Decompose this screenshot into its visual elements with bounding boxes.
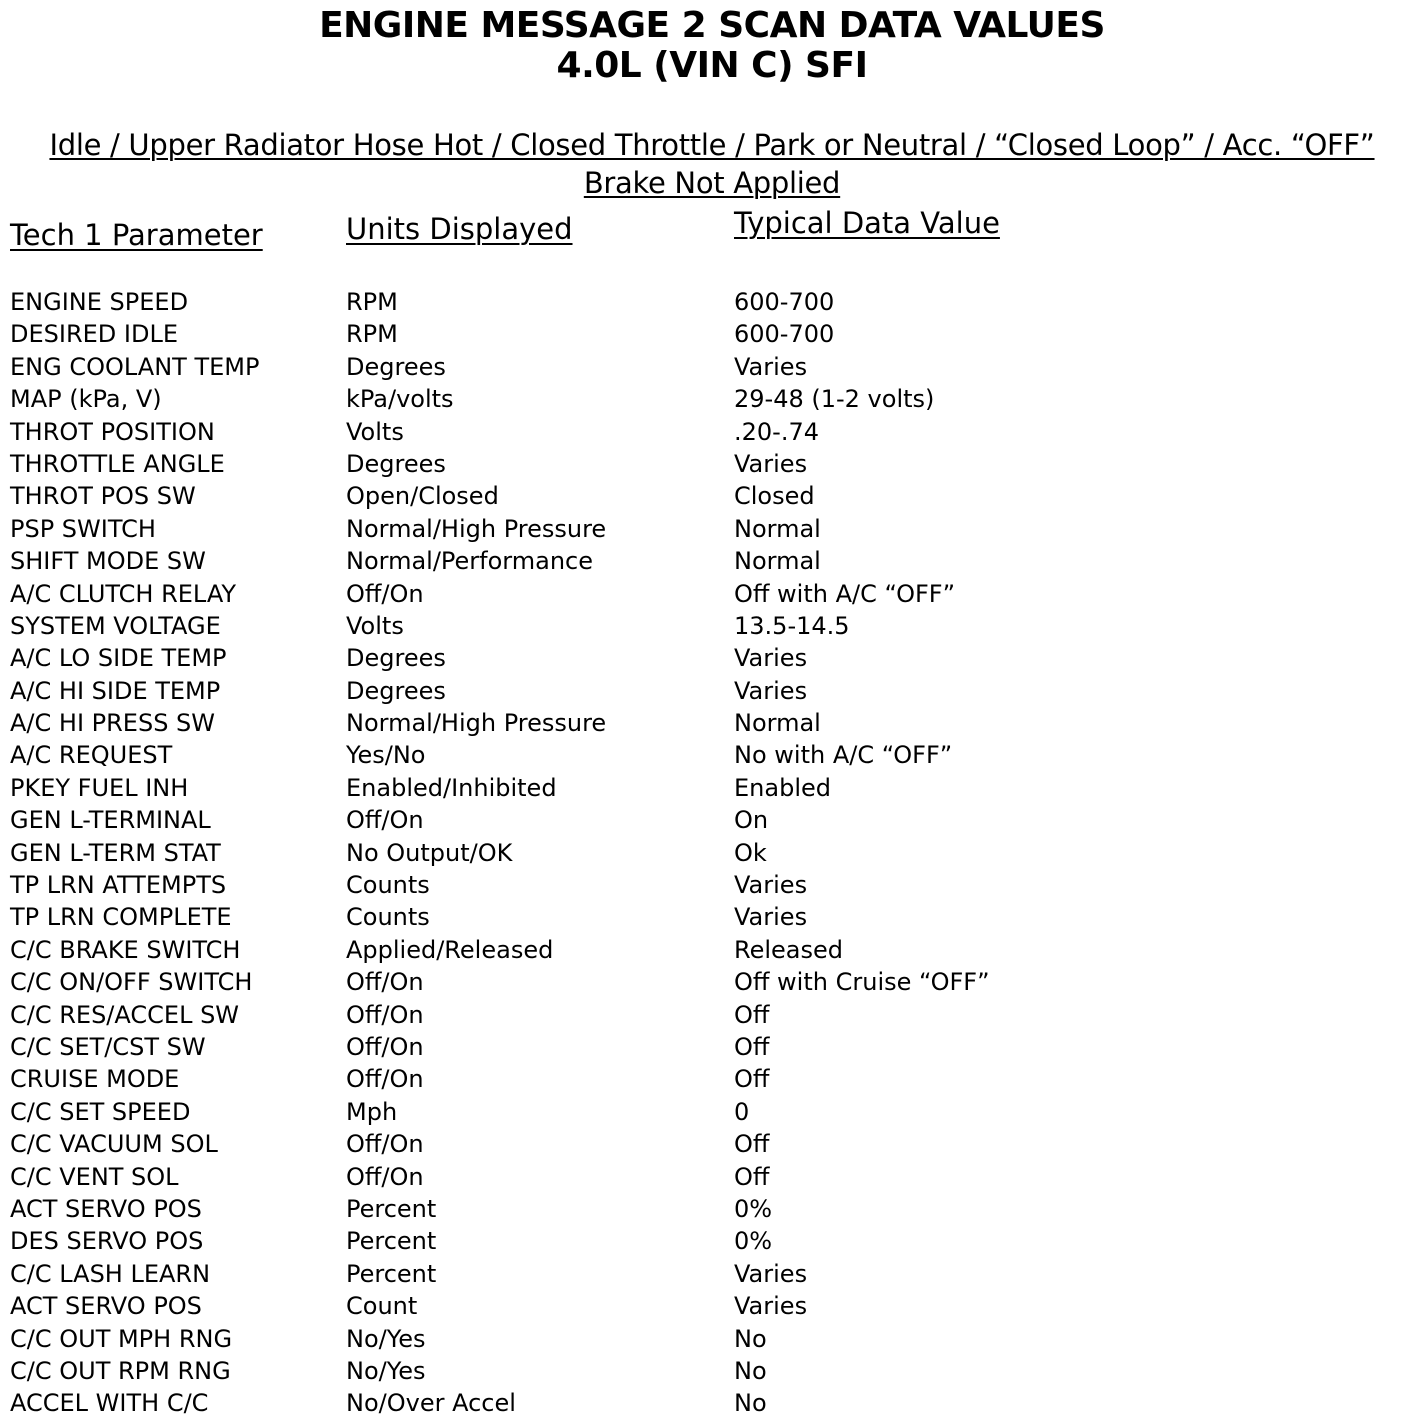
table-row bbox=[0, 966, 1424, 998]
parameter-cell: TP LRN COMPLETE bbox=[10, 903, 232, 932]
scan-data-table bbox=[0, 286, 1424, 1420]
parameter-cell: C/C SET SPEED bbox=[10, 1097, 191, 1126]
value-cell: Enabled bbox=[734, 773, 831, 802]
units-cell: Normal/High Pressure bbox=[346, 709, 607, 738]
table-row bbox=[0, 286, 1424, 318]
column-header-parameter: Tech 1 Parameter bbox=[10, 218, 263, 252]
value-cell: Normal bbox=[734, 514, 821, 543]
units-cell: Degrees bbox=[346, 352, 446, 381]
parameter-cell: ACT SERVO POS bbox=[10, 1292, 202, 1321]
value-cell: No bbox=[734, 1324, 767, 1353]
table-row bbox=[0, 642, 1424, 674]
table-row bbox=[0, 1290, 1424, 1322]
value-cell: No bbox=[734, 1389, 767, 1418]
parameter-cell: PKEY FUEL INH bbox=[10, 773, 189, 802]
parameter-cell: C/C VENT SOL bbox=[10, 1162, 179, 1191]
units-cell: Off/On bbox=[346, 806, 424, 835]
table-row bbox=[0, 1258, 1424, 1290]
parameter-cell: A/C HI SIDE TEMP bbox=[10, 676, 221, 705]
parameter-cell: C/C RES/ACCEL SW bbox=[10, 1000, 240, 1029]
table-row bbox=[0, 1096, 1424, 1128]
table-row bbox=[0, 772, 1424, 804]
value-cell: Off bbox=[734, 1065, 770, 1094]
parameter-cell: TP LRN ATTEMPTS bbox=[10, 871, 227, 900]
parameter-cell: A/C REQUEST bbox=[10, 741, 173, 770]
document-subtitle: 4.0L (VIN C) SFI bbox=[556, 45, 868, 86]
units-cell: Off/On bbox=[346, 1130, 424, 1159]
parameter-cell: DESIRED IDLE bbox=[10, 320, 178, 349]
value-cell: Off with A/C “OFF” bbox=[734, 579, 956, 608]
units-cell: No/Over Accel bbox=[346, 1389, 516, 1418]
units-cell: Percent bbox=[346, 1227, 437, 1256]
units-cell: Yes/No bbox=[346, 741, 426, 770]
parameter-cell: ACCEL WITH C/C bbox=[10, 1389, 209, 1418]
value-cell: 600-700 bbox=[734, 320, 835, 349]
units-cell: Count bbox=[346, 1292, 418, 1321]
document-title: ENGINE MESSAGE 2 SCAN DATA VALUES bbox=[319, 5, 1105, 46]
table-row bbox=[0, 1225, 1424, 1257]
parameter-cell: GEN L-TERM STAT bbox=[10, 838, 221, 867]
parameter-cell: CRUISE MODE bbox=[10, 1065, 180, 1094]
units-cell: RPM bbox=[346, 288, 398, 316]
value-cell: Off with Cruise “OFF” bbox=[734, 968, 990, 997]
value-cell: Ok bbox=[734, 838, 767, 867]
units-cell: Degrees bbox=[346, 644, 446, 673]
parameter-cell: GEN L-TERMINAL bbox=[10, 806, 211, 835]
table-row bbox=[0, 383, 1424, 415]
table-row bbox=[0, 1193, 1424, 1225]
units-cell: Degrees bbox=[346, 676, 446, 705]
units-cell: Off/On bbox=[346, 968, 424, 997]
table-row bbox=[0, 1387, 1424, 1419]
table-row bbox=[0, 610, 1424, 642]
value-cell: Normal bbox=[734, 709, 821, 738]
parameter-cell: THROTTLE ANGLE bbox=[10, 449, 225, 478]
parameter-cell: C/C ON/OFF SWITCH bbox=[10, 968, 253, 997]
value-cell: Varies bbox=[734, 871, 808, 900]
value-cell: Off bbox=[734, 1032, 770, 1061]
table-row bbox=[0, 1063, 1424, 1095]
units-cell: Normal/High Pressure bbox=[346, 514, 607, 543]
test-conditions bbox=[12, 126, 1412, 202]
value-cell: Normal bbox=[734, 547, 821, 576]
value-cell: Varies bbox=[734, 903, 808, 932]
table-row bbox=[0, 1355, 1424, 1387]
value-cell: 600-700 bbox=[734, 288, 835, 316]
parameter-cell: C/C OUT MPH RNG bbox=[10, 1324, 233, 1353]
value-cell: Varies bbox=[734, 449, 808, 478]
column-header-units: Units Displayed bbox=[346, 212, 573, 246]
parameter-cell: ENGINE SPEED bbox=[10, 288, 189, 316]
value-cell: 0 bbox=[734, 1097, 750, 1126]
table-row bbox=[0, 869, 1424, 901]
value-cell: .20-.74 bbox=[734, 417, 819, 446]
units-cell: Degrees bbox=[346, 449, 446, 478]
units-cell: Open/Closed bbox=[346, 482, 499, 511]
parameter-cell: C/C OUT RPM RNG bbox=[10, 1356, 231, 1385]
table-row bbox=[0, 707, 1424, 739]
value-cell: No with A/C “OFF” bbox=[734, 741, 953, 770]
table-row bbox=[0, 448, 1424, 480]
table-row bbox=[0, 351, 1424, 383]
table-row bbox=[0, 1323, 1424, 1355]
parameter-cell: SYSTEM VOLTAGE bbox=[10, 611, 221, 640]
units-cell: Off/On bbox=[346, 1000, 424, 1029]
table-row bbox=[0, 934, 1424, 966]
value-cell: Off bbox=[734, 1162, 770, 1191]
units-cell: Off/On bbox=[346, 579, 424, 608]
parameter-cell: ACT SERVO POS bbox=[10, 1194, 202, 1223]
units-cell: Counts bbox=[346, 871, 430, 900]
value-cell: No bbox=[734, 1356, 767, 1385]
units-cell: Off/On bbox=[346, 1065, 424, 1094]
test-conditions-line-2: Brake Not Applied bbox=[583, 166, 841, 200]
units-cell: Volts bbox=[346, 611, 404, 640]
parameter-cell: C/C BRAKE SWITCH bbox=[10, 935, 241, 964]
units-cell: Percent bbox=[346, 1259, 437, 1288]
units-cell: Percent bbox=[346, 1194, 437, 1223]
table-row bbox=[0, 545, 1424, 577]
parameter-cell: MAP (kPa, V) bbox=[10, 385, 162, 414]
parameter-cell: C/C SET/CST SW bbox=[10, 1032, 206, 1061]
value-cell: Varies bbox=[734, 644, 808, 673]
value-cell: 0% bbox=[734, 1194, 773, 1223]
parameter-cell: THROT POS SW bbox=[10, 482, 196, 511]
parameter-cell: DES SERVO POS bbox=[10, 1227, 204, 1256]
value-cell: Varies bbox=[734, 1259, 808, 1288]
value-cell: Off bbox=[734, 1130, 770, 1159]
parameter-cell: A/C CLUTCH RELAY bbox=[10, 579, 237, 608]
table-row bbox=[0, 318, 1424, 350]
parameter-cell: ENG COOLANT TEMP bbox=[10, 352, 260, 381]
table-row bbox=[0, 804, 1424, 836]
test-conditions-line-1: Idle / Upper Radiator Hose Hot / Closed Throttle / Park or Neutral / “Closed Loop” / Acc. “OFF” bbox=[49, 128, 1375, 162]
units-cell: Enabled/Inhibited bbox=[346, 773, 557, 802]
table-row bbox=[0, 480, 1424, 512]
units-cell: No/Yes bbox=[346, 1324, 426, 1353]
units-cell: No Output/OK bbox=[346, 838, 513, 867]
parameter-cell: THROT POSITION bbox=[10, 417, 215, 446]
units-cell: Normal/Performance bbox=[346, 547, 594, 576]
units-cell: Volts bbox=[346, 417, 404, 446]
value-cell: Varies bbox=[734, 352, 808, 381]
table-row bbox=[0, 578, 1424, 610]
table-row bbox=[0, 675, 1424, 707]
units-cell: kPa/volts bbox=[346, 385, 454, 414]
value-cell: Off bbox=[734, 1000, 770, 1029]
parameter-cell: PSP SWITCH bbox=[10, 514, 156, 543]
table-row bbox=[0, 901, 1424, 933]
table-row bbox=[0, 513, 1424, 545]
units-cell: Off/On bbox=[346, 1032, 424, 1061]
units-cell: Counts bbox=[346, 903, 430, 932]
units-cell: RPM bbox=[346, 320, 398, 349]
table-row bbox=[0, 1128, 1424, 1160]
parameter-cell: A/C LO SIDE TEMP bbox=[10, 644, 227, 673]
value-cell: 13.5-14.5 bbox=[734, 611, 850, 640]
table-row bbox=[0, 739, 1424, 771]
value-cell: Varies bbox=[734, 676, 808, 705]
table-row bbox=[0, 416, 1424, 448]
value-cell: 0% bbox=[734, 1227, 773, 1256]
value-cell: Varies bbox=[734, 1292, 808, 1321]
table-row bbox=[0, 837, 1424, 869]
parameter-cell: C/C LASH LEARN bbox=[10, 1259, 211, 1288]
units-cell: Off/On bbox=[346, 1162, 424, 1191]
parameter-cell: A/C HI PRESS SW bbox=[10, 709, 216, 738]
units-cell: Mph bbox=[346, 1097, 398, 1126]
table-row bbox=[0, 1161, 1424, 1193]
value-cell: Released bbox=[734, 935, 844, 964]
value-cell: On bbox=[734, 806, 769, 835]
table-row bbox=[0, 999, 1424, 1031]
units-cell: No/Yes bbox=[346, 1356, 426, 1385]
parameter-cell: C/C VACUUM SOL bbox=[10, 1130, 218, 1159]
parameter-cell: SHIFT MODE SW bbox=[10, 547, 206, 576]
value-cell: Closed bbox=[734, 482, 815, 511]
column-header-value: Typical Data Value bbox=[734, 206, 1000, 240]
value-cell: 29-48 (1-2 volts) bbox=[734, 385, 935, 414]
table-row bbox=[0, 1031, 1424, 1063]
units-cell: Applied/Released bbox=[346, 935, 554, 964]
